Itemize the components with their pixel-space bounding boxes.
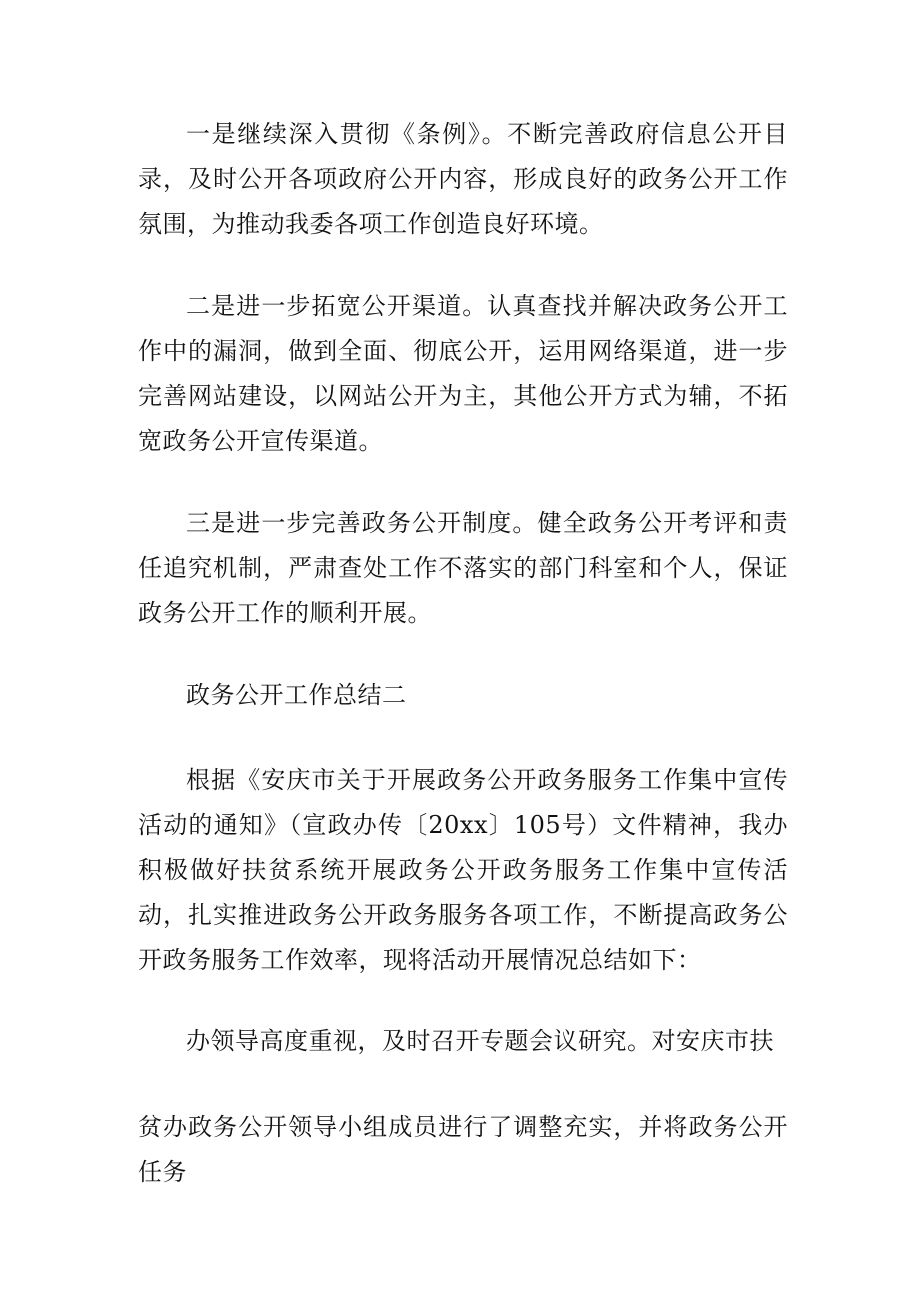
section-paragraph-3: 贫办政务公开领导小组成员进行了调整充实，并将政务公开任务 bbox=[138, 1113, 788, 1186]
section-paragraph-1: 根据《安庆市关于开展政务公开政务服务工作集中宣传活动的通知》（宣政办传〔20xx〕105号）文件精神，我办积极做好扶贫系统开展政务公开政务服务工作集中宣传活动，扎实推进政务公开政务服务各项工作，不断提高政务公开政务服务工作效率，现将活动开展情况总结如下： bbox=[138, 766, 788, 974]
section-heading: 政务公开工作总结二 bbox=[186, 681, 407, 709]
section-paragraph-2: 办领导高度重视，及时召开专题会议研究。对安庆市扶 bbox=[186, 1027, 774, 1055]
paragraph-1: 一是继续深入贯彻《条例》。不断完善政府信息公开目录，及时公开各项政府公开内容，形成良好的政务公开工作氛围，为推动我委各项工作创造良好环境。 bbox=[138, 120, 788, 238]
paragraph-3: 三是进一步完善政务公开制度。健全政务公开考评和责任追究机制，严肃查处工作不落实的部门科室和个人，保证政务公开工作的顺利开展。 bbox=[138, 509, 788, 627]
paragraph-2: 二是进一步拓宽公开渠道。认真查找并解决政务公开工作中的漏洞，做到全面、彻底公开，运用网络渠道，进一步完善网站建设，以网站公开为主，其他公开方式为辅，不拓宽政务公开宣传渠道。 bbox=[138, 292, 788, 455]
